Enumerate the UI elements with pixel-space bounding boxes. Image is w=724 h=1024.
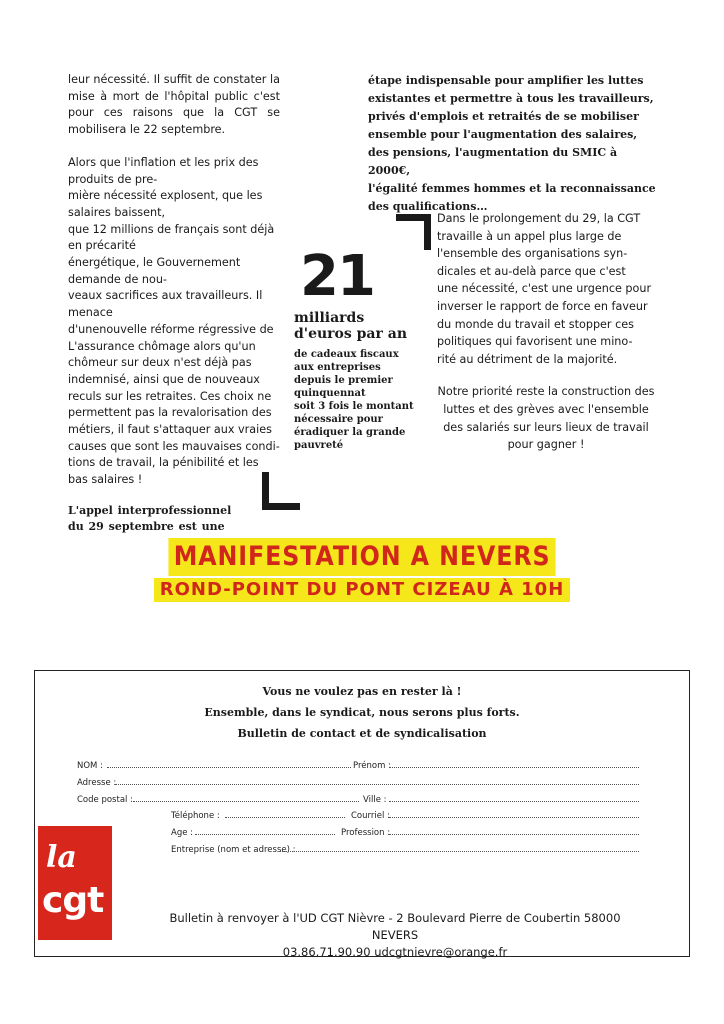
age-field[interactable]	[195, 834, 335, 835]
telephone-field[interactable]	[225, 817, 345, 818]
text-line: d'unenouvelle réforme régressive de	[68, 322, 274, 336]
prolongement-paragraph	[437, 210, 655, 368]
text-line: depuis le premier	[294, 375, 393, 386]
entreprise-field[interactable]	[279, 851, 639, 852]
text-line: soit 3 fois le montant	[294, 401, 414, 412]
text-line: Notre priorité reste la construction des	[437, 385, 655, 399]
callout-unit-euros: d'euros par an	[294, 326, 407, 342]
text-line: nécessaire pour	[294, 414, 383, 425]
nom-field[interactable]	[107, 767, 351, 768]
text-line: rité au détriment de la majorité.	[437, 352, 618, 366]
text-line: privés d'emplois et retraités de se mobiliser	[368, 110, 639, 123]
profession-field[interactable]	[389, 834, 639, 835]
text-line: aux entreprises	[294, 362, 381, 373]
text-line: causes que sont les mauvaises condi-	[68, 439, 280, 453]
text-line: Bulletin de contact et de syndicalisation	[237, 727, 487, 740]
text-line: pour gagner !	[507, 438, 585, 452]
text-line: quinquennat	[294, 388, 366, 399]
profession-label: Profession :	[341, 828, 391, 838]
text-line: des pensions, l'augmentation du SMIC à 2000€,	[368, 146, 618, 177]
text-line: Dans le prolongement du 29, la CGT	[437, 212, 641, 225]
manifestation-subtitle: ROND-POINT DU PONT CIZEAU À 10H	[154, 578, 571, 602]
cgt-logo	[38, 826, 112, 940]
left-paragraph-1: leur nécessité. Il suffit de constater la mise à mort de l'hôpital public c'est pour ces raisons que la CGT se mobilisera le 22 septembre.	[68, 73, 280, 137]
return-address	[150, 910, 640, 961]
ville-field[interactable]	[389, 801, 639, 802]
callout-number: 21	[300, 244, 374, 309]
text-line: L'appel interprofessionnel	[68, 503, 232, 517]
text-line: l'égalité femmes hommes et la reconnaissance	[368, 182, 656, 195]
left-paragraph-2	[68, 155, 280, 489]
entreprise-label: Entreprise (nom et adresse) :	[171, 845, 296, 855]
telephone-label: Téléphone :	[171, 811, 220, 821]
bracket-bottom	[262, 503, 300, 510]
text-line: Vous ne voulez pas en rester là !	[262, 685, 462, 698]
text-line: pauvreté	[294, 440, 344, 451]
courriel-field[interactable]	[389, 817, 639, 818]
nom-label: NOM :	[77, 761, 103, 771]
text-line: L'assurance chômage alors qu'un	[68, 339, 256, 353]
text-line: veaux sacrifices aux travailleurs. Il menace	[68, 289, 263, 320]
text-line: éradiquer la grande	[294, 427, 406, 438]
text-line: inverser le rapport de force en faveur	[437, 299, 648, 313]
text-line: Alors que l'inflation et les prix des produits de pre-	[68, 155, 259, 186]
callout-unit-milliards: milliards	[294, 310, 365, 326]
text-line: bas salaires !	[68, 473, 143, 487]
text-line: ensemble pour l'augmentation des salaires,	[368, 128, 638, 141]
text-line: que 12 millions de français sont déjà en précarité	[68, 222, 275, 253]
text-line: mière nécessité explosent, que les salaires baissent,	[68, 189, 263, 219]
bracket-top-vertical	[424, 214, 431, 250]
code-postal-label: Code postal :	[77, 795, 133, 805]
text-line: métiers, il faut s'attaquer aux vraies	[68, 423, 272, 437]
ville-label: Ville :	[363, 795, 387, 805]
text-line: dicales et au-delà parce que c'est	[437, 264, 626, 278]
callout-21-milliards	[294, 244, 434, 452]
code-postal-field[interactable]	[133, 801, 359, 802]
text-line: du 29 septembre est une	[68, 520, 225, 534]
text-line: permettent pas la revalorisation des	[68, 406, 272, 420]
left-column	[68, 72, 280, 536]
manifestation-banner	[0, 538, 724, 602]
logo-cgt-text: cgt	[42, 880, 104, 921]
prenom-field[interactable]	[389, 767, 639, 768]
text-line: énergétique, le Gouvernement demande de nou-	[68, 256, 241, 286]
text-line: luttes et des grèves avec l'ensemble	[443, 402, 649, 416]
priority-paragraph	[437, 383, 655, 453]
text-line: tions de travail, la pénibilité et les	[68, 456, 259, 470]
appel-interpro	[68, 503, 280, 536]
text-line: des salariés sur leurs lieux de travail	[443, 420, 649, 434]
age-label: Age :	[171, 828, 194, 838]
adresse-field[interactable]	[115, 784, 639, 785]
right-column-bold	[368, 72, 656, 216]
text-line: politiques qui favorisent une mino-	[437, 335, 633, 349]
text-line: de cadeaux fiscaux	[294, 349, 399, 360]
text-line: du monde du travail et stopper ces	[437, 317, 634, 331]
prenom-label: Prénom :	[353, 761, 391, 771]
text-line: reculs sur les retraites. Ces choix ne	[68, 389, 272, 403]
text-line: existantes et permettre à tous les travailleurs,	[368, 92, 654, 105]
logo-la-text: la	[46, 840, 77, 875]
manifestation-title: MANIFESTATION A NEVERS	[168, 538, 555, 576]
text-line: étape indispensable pour amplifier les luttes	[368, 74, 644, 87]
form-heading	[35, 681, 689, 744]
text-line: chômeur sur deux n'est déjà pas	[68, 356, 252, 370]
adresse-label: Adresse :	[77, 778, 117, 788]
text-line: Ensemble, dans le syndicat, nous serons plus forts.	[204, 706, 520, 719]
contact-line: 03.86.71.90.90 udcgtnievre@orange.fr	[282, 945, 508, 959]
text-line: travaille à un appel plus large de	[437, 229, 622, 243]
text-line: une nécessité, c'est une urgence pour	[437, 282, 652, 296]
callout-details	[294, 348, 434, 452]
courriel-label: Courriel :	[351, 811, 390, 821]
text-line: indemnisé, ainsi que de nouveaux	[68, 372, 260, 386]
right-column-body	[437, 210, 655, 454]
text-line: des qualifications…	[368, 200, 488, 213]
text-line: l'ensemble des organisations syn-	[437, 247, 628, 261]
return-line: Bulletin à renvoyer à l'UD CGT Nièvre - 2 Boulevard Pierre de Coubertin 58000 NEVERS	[169, 911, 621, 942]
